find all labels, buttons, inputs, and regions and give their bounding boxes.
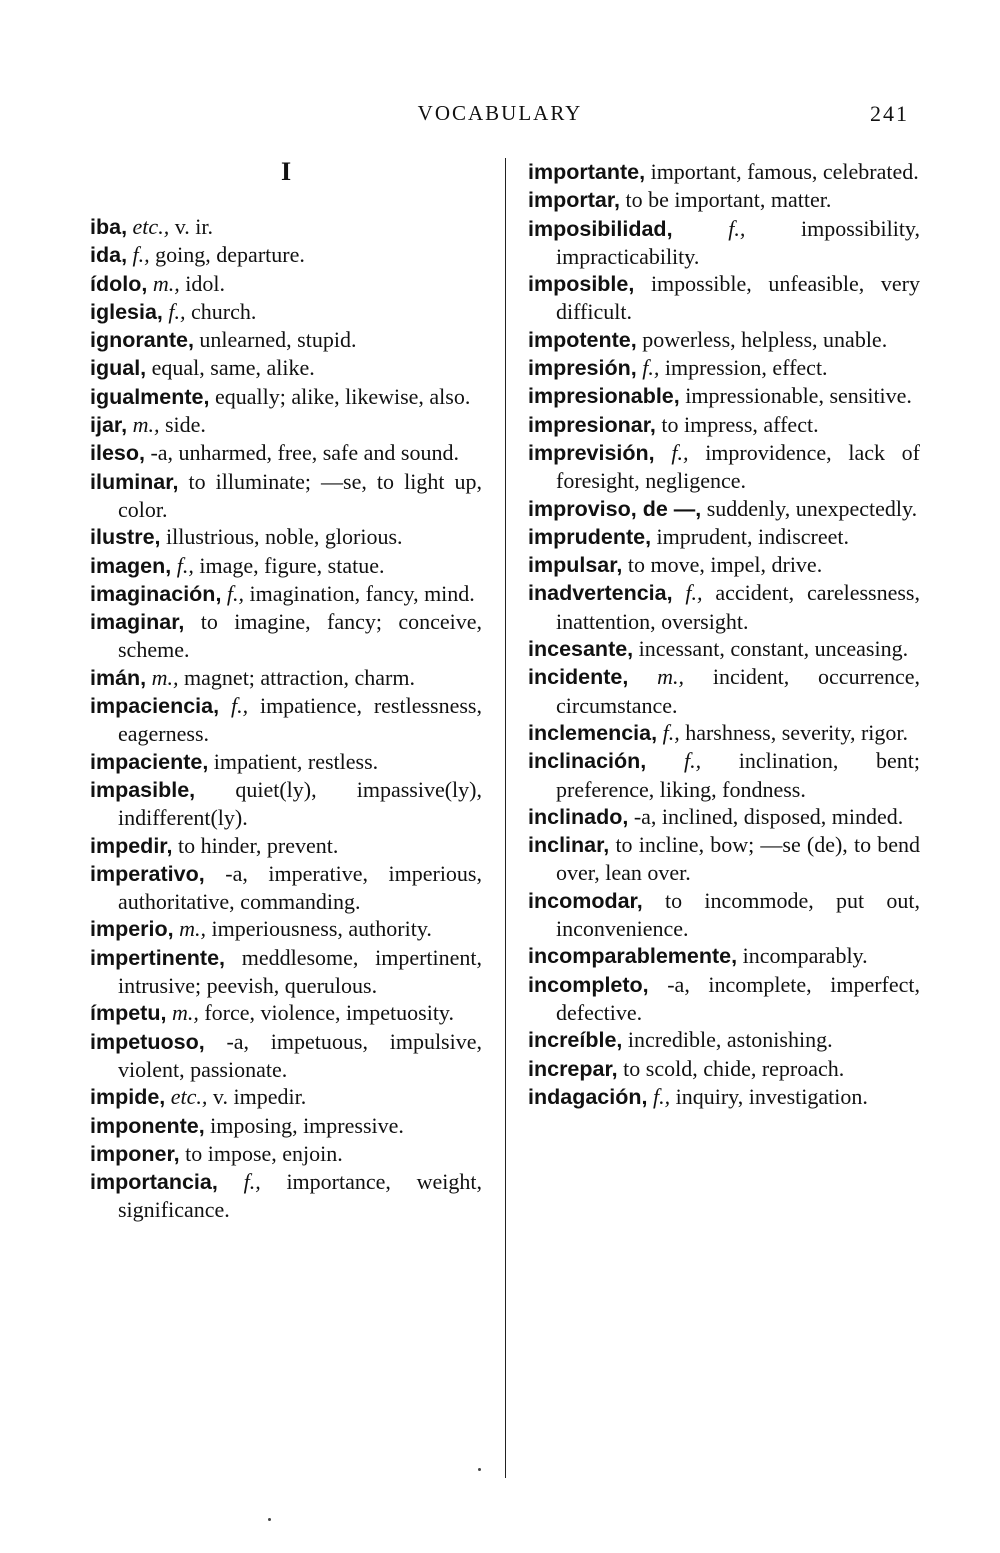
entry-headword: imponente, <box>90 1113 205 1138</box>
vocabulary-entry <box>90 552 482 580</box>
vocabulary-entry <box>528 831 920 887</box>
entry-headword: inclemencia, <box>528 720 658 745</box>
entry-headword: iluminar, <box>90 469 179 494</box>
entry-definition: to impress, affect. <box>661 411 819 437</box>
entry-definition: incomparably. <box>742 943 868 969</box>
entry-grammar: f., <box>683 748 702 774</box>
entry-headword: importante, <box>528 160 646 184</box>
entry-headword: incidente, <box>528 665 629 690</box>
entry-headword: ilustre, <box>90 525 161 550</box>
vocabulary-entry <box>528 382 920 410</box>
vocabulary-entry <box>90 354 482 382</box>
vocabulary-entry <box>90 468 482 524</box>
entry-grammar: etc., <box>170 1084 208 1110</box>
entry-definition: to illuminate; —se, to light up, color. <box>118 468 482 522</box>
entry-definition: imprudent, indiscreet. <box>656 523 849 549</box>
entry-headword: imperativo, <box>90 861 205 886</box>
entry-headword: impasible, <box>90 777 196 802</box>
running-header: VOCABULARY <box>417 101 583 125</box>
entry-definition: side. <box>164 412 206 438</box>
entry-definition: image, figure, statue. <box>199 552 385 578</box>
entry-grammar: f., <box>168 298 186 324</box>
entry-headword: ímpetu, <box>90 1001 167 1026</box>
entry-grammar: etc., <box>132 214 170 239</box>
entry-headword: impresionable, <box>528 384 680 409</box>
entry-headword: inclinado, <box>528 804 629 829</box>
vocabulary-entry <box>90 748 482 776</box>
vocabulary-entry <box>528 411 920 439</box>
entry-headword: impotente, <box>528 327 637 352</box>
entry-definition: to impose, enjoin. <box>185 1140 343 1166</box>
entry-definition: -a, unharmed, free, safe and sound. <box>150 440 459 466</box>
entry-definition: powerless, helpless, unable. <box>642 326 888 352</box>
entry-headword: iglesia, <box>90 299 163 324</box>
entry-definition: incredible, astonishing. <box>627 1027 833 1053</box>
column-divider <box>505 158 506 1478</box>
entry-headword: impaciencia, <box>90 694 220 719</box>
entry-headword: impertinente, <box>90 945 225 970</box>
entry-definition: accident, carelessness, inattention, oversight. <box>556 580 920 634</box>
entry-headword: imposible, <box>528 272 635 297</box>
entry-definition: v. impedir. <box>212 1084 307 1110</box>
vocabulary-entry <box>90 832 482 860</box>
entry-definition: equal, same, alike. <box>151 355 315 381</box>
entry-definition: to hinder, prevent. <box>177 832 339 858</box>
entry-definition: to imagine, fancy; conceive, scheme. <box>118 609 482 663</box>
entry-headword: imposibilidad, <box>528 216 673 241</box>
entry-definition: impossibility, impracticability. <box>556 215 920 269</box>
entry-definition: equally; alike, likewise, also. <box>214 383 471 409</box>
vocabulary-entry <box>528 635 920 663</box>
entry-grammar: f., <box>671 439 689 465</box>
vocabulary-entry <box>90 523 482 551</box>
vocabulary-entry <box>528 579 920 635</box>
vocabulary-entry <box>528 270 920 326</box>
entry-definition: illustrious, noble, glorious. <box>166 524 403 550</box>
entry-headword: inclinar, <box>528 833 610 858</box>
vocabulary-entry <box>528 158 920 186</box>
entry-headword: incomparablemente, <box>528 944 738 969</box>
vocabulary-entry <box>528 887 920 943</box>
entry-headword: ídolo, <box>90 271 148 296</box>
entry-grammar: m., <box>179 916 207 942</box>
vocabulary-entry <box>528 523 920 551</box>
entry-grammar: f., <box>662 719 680 745</box>
entry-definition: imagination, fancy, mind. <box>249 580 475 606</box>
vocabulary-entry <box>90 1083 482 1111</box>
entry-grammar: f., <box>243 1169 261 1195</box>
entry-definition: -a, inclined, disposed, minded. <box>633 803 904 829</box>
vocabulary-entry <box>90 326 482 354</box>
entry-definition: improvidence, lack of foresight, negligence. <box>556 439 921 494</box>
entry-headword: iba, <box>90 215 128 239</box>
entry-grammar: f., <box>728 215 746 241</box>
entry-headword: imaginar, <box>90 610 185 635</box>
entry-headword: impide, <box>90 1085 166 1110</box>
entry-definition: importance, weight, significance. <box>118 1169 483 1223</box>
entry-headword: igualmente, <box>90 384 210 409</box>
entry-definition: church. <box>191 298 257 324</box>
entry-headword: importar, <box>528 188 620 213</box>
vocabulary-entry <box>528 215 920 271</box>
vocabulary-entry <box>528 971 920 1027</box>
entry-headword: imagen, <box>90 553 172 578</box>
vocabulary-entry <box>90 383 482 411</box>
entry-definition: suddenly, unexpectedly. <box>706 495 918 521</box>
entry-definition: to be important, matter. <box>625 187 832 213</box>
entry-definition: meddlesome, impertinent, intrusive; peevish, querulous. <box>118 944 483 999</box>
entry-definition: impressionable, sensitive. <box>685 383 912 409</box>
entry-grammar: m., <box>132 412 160 438</box>
entry-headword: ijar, <box>90 413 128 438</box>
print-speck <box>478 1468 481 1471</box>
entry-grammar: f., <box>176 552 194 578</box>
entry-grammar: f., <box>132 242 150 268</box>
vocabulary-entry <box>90 298 482 326</box>
entry-grammar: m., <box>151 664 179 690</box>
entry-grammar: m., <box>171 1000 199 1026</box>
vocabulary-entry <box>528 803 920 831</box>
entry-headword: ileso, <box>90 441 145 466</box>
vocabulary-entry <box>90 608 482 664</box>
entry-definition: idol. <box>185 270 225 296</box>
entry-definition: incessant, constant, unceasing. <box>638 636 909 662</box>
vocabulary-entry <box>90 270 482 298</box>
entry-grammar: f., <box>652 1083 671 1109</box>
entry-definition: harshness, severity, rigor. <box>685 719 909 745</box>
entry-definition: impatient, restless. <box>213 748 379 774</box>
entry-definition: force, violence, impetuosity. <box>204 1000 455 1026</box>
entry-headword: importancia, <box>90 1170 218 1195</box>
entry-headword: imán, <box>90 665 147 690</box>
entry-headword: increíble, <box>528 1028 623 1053</box>
entry-headword: incompleto, <box>528 972 649 997</box>
vocabulary-entry <box>528 326 920 354</box>
entry-definition: important, famous, celebrated. <box>650 159 919 184</box>
left-entry-list <box>90 213 482 1224</box>
entry-headword: imponer, <box>90 1141 180 1166</box>
entry-headword: impresionar, <box>528 412 656 437</box>
entry-definition: magnet; attraction, charm. <box>184 664 415 690</box>
entry-definition: impatience, restlessness, eagerness. <box>118 693 482 747</box>
vocabulary-entry <box>528 747 920 803</box>
entry-definition: imposing, impressive. <box>210 1112 404 1138</box>
vocabulary-entry <box>90 241 482 269</box>
entry-headword: incesante, <box>528 637 634 662</box>
entry-headword: imprudente, <box>528 524 652 549</box>
entry-definition: -a, impetuous, impulsive, violent, passionate. <box>118 1028 482 1082</box>
right-column <box>528 158 920 1111</box>
print-speck <box>268 1518 271 1521</box>
entry-grammar: m., <box>152 270 180 296</box>
vocabulary-entry <box>528 1055 920 1083</box>
entry-definition: to move, impel, drive. <box>627 552 823 578</box>
entry-definition: impossible, unfeasible, very difficult. <box>556 271 920 325</box>
vocabulary-entry <box>528 1083 920 1111</box>
vocabulary-entry <box>528 719 920 747</box>
entry-headword: imprevisión, <box>528 440 655 465</box>
entry-definition: going, departure. <box>155 242 305 268</box>
right-entry-list <box>528 158 920 1111</box>
entry-headword: impulsar, <box>528 553 623 578</box>
vocabulary-entry <box>90 860 482 916</box>
vocabulary-entry <box>528 663 920 719</box>
vocabulary-entry <box>90 580 482 608</box>
entry-headword: indagación, <box>528 1084 648 1109</box>
vocabulary-entry <box>528 495 920 523</box>
entry-definition: to incommode, put out, inconvenience. <box>556 887 921 942</box>
entry-grammar: f., <box>642 355 660 381</box>
entry-headword: inadvertencia, <box>528 581 673 606</box>
entry-definition: to incline, bow; —se (de), to bend over, lean over. <box>556 832 921 886</box>
entry-headword: impaciente, <box>90 749 209 774</box>
vocabulary-entry <box>90 1112 482 1140</box>
vocabulary-entry <box>90 1140 482 1168</box>
entry-definition: inquiry, investigation. <box>675 1083 868 1109</box>
vocabulary-entry <box>90 1028 482 1084</box>
vocabulary-entry <box>528 551 920 579</box>
entry-definition: quiet(ly), impassive(ly), indifferent(ly). <box>118 776 482 831</box>
entry-grammar: f., <box>226 580 245 606</box>
vocabulary-entry <box>90 915 482 943</box>
vocabulary-entry <box>528 186 920 214</box>
entry-definition: impression, effect. <box>664 355 828 381</box>
entry-headword: increpar, <box>528 1056 618 1081</box>
entry-definition: to scold, chide, reproach. <box>623 1055 845 1081</box>
vocabulary-entry <box>90 1168 482 1224</box>
entry-headword: incomodar, <box>528 888 643 913</box>
entry-definition: inclination, bent; preference, liking, fondness. <box>556 748 920 802</box>
entry-grammar: f., <box>685 580 703 606</box>
entry-headword: impresión, <box>528 356 637 381</box>
entry-headword: ignorante, <box>90 328 194 353</box>
vocabulary-entry <box>90 213 482 241</box>
entry-grammar: f., <box>230 693 249 719</box>
vocabulary-entry <box>528 439 920 495</box>
vocabulary-entry <box>528 942 920 970</box>
entry-headword: igual, <box>90 356 147 381</box>
entry-headword: improviso, de —, <box>528 496 702 521</box>
entry-headword: impetuoso, <box>90 1029 205 1054</box>
entry-definition: imperiousness, authority. <box>211 916 432 942</box>
entry-headword: inclinación, <box>528 749 647 774</box>
page-number: 241 <box>870 101 909 126</box>
vocabulary-entry <box>528 1026 920 1054</box>
entry-grammar: m., <box>657 664 685 690</box>
vocabulary-entry <box>90 692 482 748</box>
entry-definition: v. ir. <box>174 214 213 239</box>
entry-definition: unlearned, stupid. <box>199 327 357 353</box>
vocabulary-entry <box>90 439 482 467</box>
vocabulary-entry <box>90 944 482 1000</box>
left-column <box>90 157 482 1224</box>
entry-headword: imaginación, <box>90 581 222 606</box>
vocabulary-entry <box>90 664 482 692</box>
vocabulary-entry <box>528 354 920 382</box>
entry-definition: -a, imperative, imperious, authoritative, commanding. <box>118 860 482 915</box>
vocabulary-entry <box>90 776 482 832</box>
entry-headword: ida, <box>90 243 128 268</box>
entry-headword: imperio, <box>90 917 174 942</box>
vocabulary-entry <box>90 411 482 439</box>
vocabulary-entry <box>90 999 482 1027</box>
entry-definition: incident, occurrence, circumstance. <box>556 664 921 718</box>
entry-definition: -a, incomplete, imperfect, defective. <box>556 971 920 1025</box>
entry-headword: impedir, <box>90 833 173 858</box>
section-letter: I <box>280 157 292 186</box>
